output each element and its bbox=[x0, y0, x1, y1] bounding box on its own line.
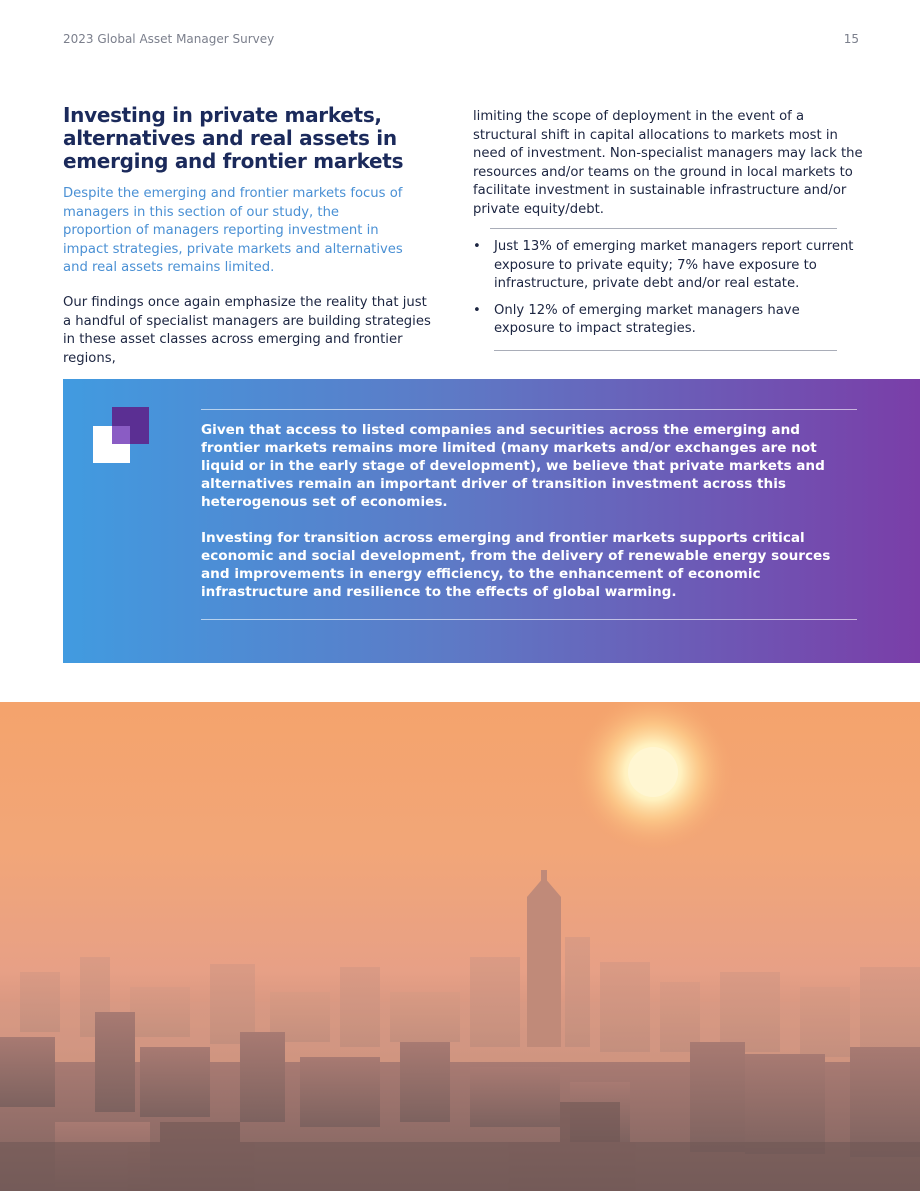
body-paragraph-left: Our findings once again emphasize the reality that just a handful of specialist managers are building strategies in these asset classes across emerging and frontier regions, bbox=[63, 295, 431, 366]
body-paragraph-right: limiting the scope of deployment in the event of a structural shift in capital allocations to markets most in need of investment. Non-specialist managers may lack the resources and/or teams on the ground in local markets to facilitate investment in sustainable infrastructure and/or private equity/debt. bbox=[473, 109, 863, 217]
right-column bbox=[473, 108, 863, 351]
callout-divider-bottom bbox=[201, 619, 857, 620]
bullet-list bbox=[473, 238, 863, 339]
section-title: Investing in private markets, alternatives and real assets in emerging and frontier markets bbox=[63, 103, 404, 173]
callout-divider-top bbox=[201, 409, 857, 410]
report-title: 2023 Global Asset Manager Survey bbox=[63, 32, 275, 46]
divider-bottom bbox=[494, 350, 837, 351]
divider-top bbox=[490, 228, 837, 229]
callout-box bbox=[63, 379, 920, 663]
hazy-city-sunset-photo bbox=[0, 702, 920, 1191]
callout-paragraph-2: Investing for transition across emerging and frontier markets supports critical economic and social development, from the delivery of renewable energy sources and improvements in energy efficiency, to the enhancement of economic infrastructure and resilience to the effects of global warming. bbox=[201, 530, 831, 600]
page-number: 15 bbox=[843, 32, 859, 46]
callout-content bbox=[201, 409, 857, 620]
section-intro: Despite the emerging and frontier markets focus of managers in this section of our study, the proportion of managers reporting investment in impact strategies, private markets and alternatives and real assets remains limited. bbox=[63, 186, 403, 275]
callout-paragraph-1: Given that access to listed companies and securities across the emerging and frontier markets remains more limited (many markets and/or exchanges are not liquid or in the early stage of development), we believe that private markets and alternatives remain an important driver of transition investment across this heterogenous set of economies. bbox=[201, 422, 825, 510]
bullet-item: • Just 13% of emerging market managers report current exposure to private equity; 7% have exposure to infrastructure, private debt and/or real estate. bbox=[473, 238, 863, 294]
city-skyline-illustration bbox=[0, 702, 920, 1191]
overlapping-squares-icon bbox=[93, 407, 149, 463]
landmark-tower bbox=[527, 870, 561, 1047]
sun bbox=[628, 747, 678, 797]
bullet-item: • Only 12% of emerging market managers have exposure to impact strategies. bbox=[473, 302, 863, 339]
overlap-square-shape bbox=[112, 426, 130, 444]
page-header bbox=[63, 32, 859, 46]
